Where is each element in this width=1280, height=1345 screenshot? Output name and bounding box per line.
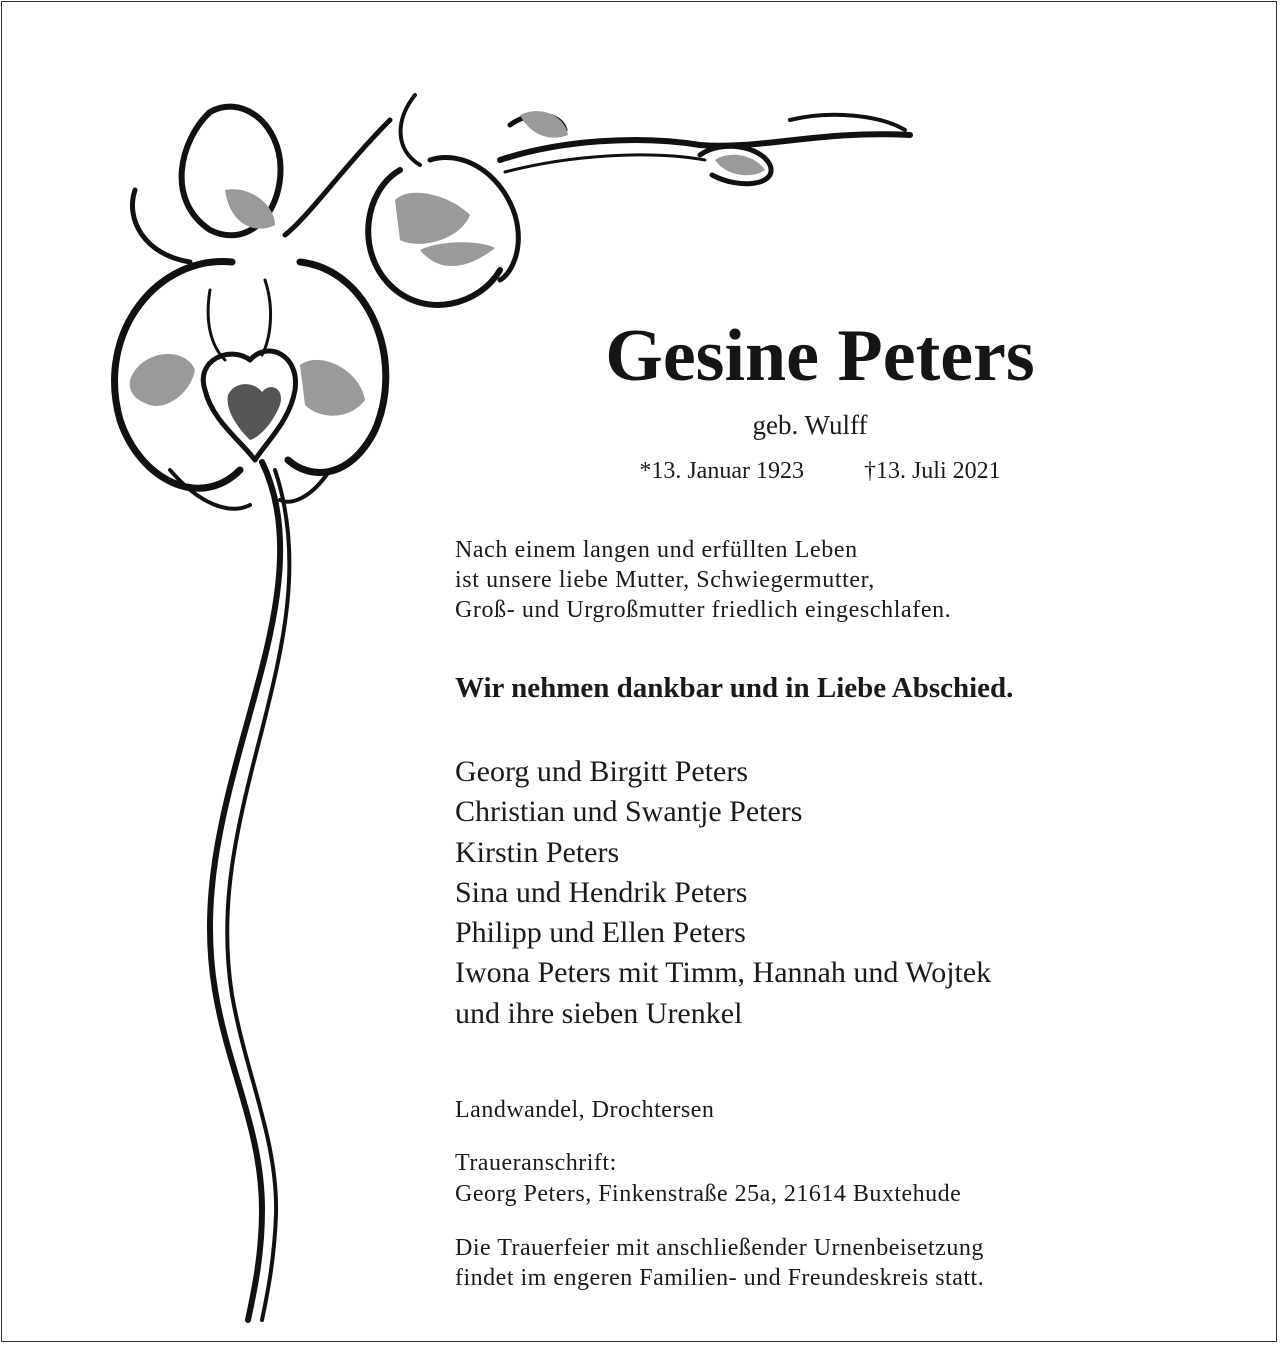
intro-line: ist unsere liebe Mutter, Schwiegermutter, <box>455 567 875 593</box>
family-member: Sina und Hendrik Peters <box>455 875 748 909</box>
deceased-name: Gesine Peters <box>605 315 1035 397</box>
ceremony-info <box>455 1233 984 1293</box>
family-member: und ihre sieben Urenkel <box>455 996 743 1030</box>
birth-date: *13. Januar 1923 <box>639 458 804 484</box>
family-member: Iwona Peters mit Timm, Hannah und Wojtek <box>455 956 992 990</box>
address-text: Georg Peters, Finkenstraße 25a, 21614 Buxtehude <box>455 1181 962 1207</box>
family-member: Philipp und Ellen Peters <box>455 916 746 950</box>
ceremony-line: Die Trauerfeier mit anschließender Urnenbeisetzung <box>455 1235 984 1261</box>
address-label: Traueranschrift: <box>455 1150 617 1176</box>
family-member: Kirstin Peters <box>455 835 620 869</box>
family-member: Christian und Swantje Peters <box>455 795 803 829</box>
ceremony-line: findet im engeren Familien- und Freundeskreis statt. <box>455 1265 985 1291</box>
death-date: †13. Juli 2021 <box>863 458 1001 484</box>
farewell-statement: Wir nehmen dankbar und in Liebe Abschied. <box>455 672 1014 704</box>
life-dates <box>600 455 1040 487</box>
maiden-name: geb. Wulff <box>752 410 868 440</box>
family-list <box>455 752 991 1034</box>
place-line: Landwandel, Drochtersen <box>455 1097 715 1123</box>
family-member: Georg und Birgitt Peters <box>455 755 749 788</box>
intro-line: Groß- und Urgroßmutter friedlich eingeschlafen. <box>455 597 952 623</box>
intro-line: Nach einem langen und erfüllten Leben <box>455 537 858 563</box>
mourning-address <box>455 1148 961 1210</box>
intro-text <box>455 535 951 625</box>
